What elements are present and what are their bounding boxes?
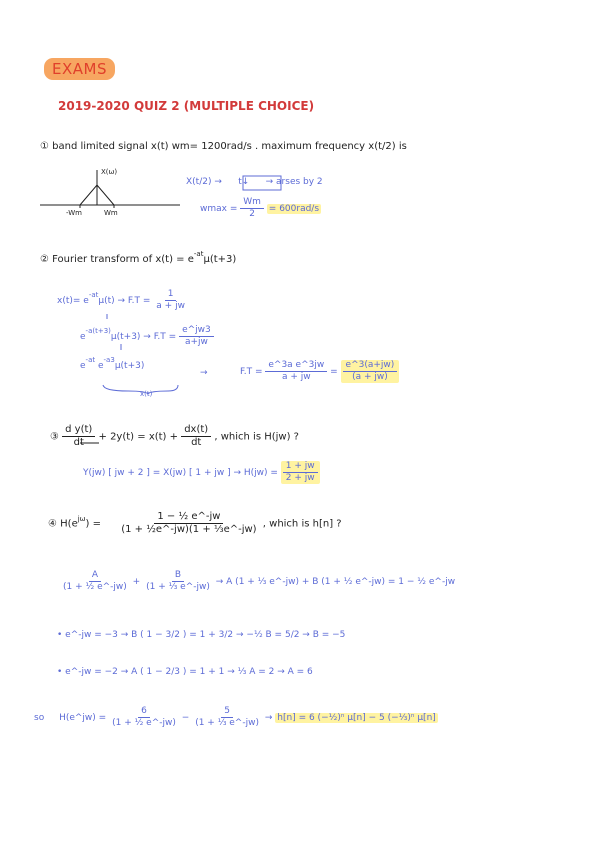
q2-row1: $x(t)= e^{-at}\mu(t) \to F.T$ = $\frac{1}{a + jw}$ <box>57 289 185 311</box>
q1-text: band limited signal x(t) wm= 1200rad/s . maximum frequency x(t/2) is <box>52 141 407 152</box>
q2-row3-arrow: → <box>200 368 208 378</box>
q4-answer: h[n] = 6 (−½)ⁿ μ[n] − 5 (−⅓)ⁿ μ[n] <box>277 712 436 723</box>
q2-row3-ft: F.T = $\frac{\text{e\textasciicircum{}3a e\textasciicircum{}3jw}}{a + jw}$ = $\frac{e\^{}3(a+jw)}{(a + jw)}$ <box>240 360 399 383</box>
q2-underbrace-label: x(t) <box>140 390 153 398</box>
q1-answer-line: wmax = $\frac{Wm}{2}$ = 600rad/s <box>200 197 320 219</box>
q4-final: so H(e^jw) = $\frac{6}{\text{(1 + ½ e\textasciicircum{}-jw)}}$ − $\frac{5}{\text{(1 + ⅓ e\textasciicircum{}-jw)}}$ → h[n] = 6 (−½)ⁿ μ[n] − 5 (−⅓)ⁿ μ[n] <box>34 706 436 728</box>
q1-axis-right: Wm <box>104 209 118 217</box>
q1-question <box>40 141 407 152</box>
page-title: 2019-2020 QUIZ 2 (MULTIPLE CHOICE) <box>58 99 315 113</box>
q1-axis-left: -Wm <box>66 209 82 217</box>
q1-graph-label: X(ω) <box>101 168 118 176</box>
q4-number: ④ <box>48 518 57 530</box>
q2-number: ② <box>40 254 49 265</box>
q4-b-line: • e^-jw = −3 → B ( 1 − 3/2 ) = 1 + 3/2 → −½ B = 5/2 → B = −5 <box>57 630 346 640</box>
q3-solution: Y(jw) [ jw + 2 ] = X(jw) [ 1 + jw ] → H(jw) = $\frac{1 + jw}{2 + jw}$ <box>83 461 320 484</box>
q3-question: ③ $\frac{\text{d y(t)}}{dt}$ + 2y(t) = x(t) + $\frac{dx(t)}{dt}$ , which is H(jw) ? <box>50 424 299 448</box>
q3-number: ③ <box>50 431 59 443</box>
q1-line1: X(t/2) → t↓ → arses by 2 <box>186 177 323 187</box>
section-header <box>44 59 115 78</box>
q4-a-line: • e^-jw = −2 → A ( 1 − 2/3 ) = 1 + 1 → ⅓ A = 2 → A = 6 <box>57 667 313 677</box>
q2-row3: $e^{-at}$ $e^{-a3}\mu(t+3)$ <box>80 356 145 371</box>
q3-answer: $\frac{1 + jw}{2 + jw}$ <box>281 461 320 484</box>
q4-question: ④ $H(e^{j\omega})$ = $\frac{\text{1 − ½ e\textasciicircum{}-jw}}{\text{(1 + ½e\textasciicircum{}-jw)(1 + ⅓e\textasciicircum{}-jw)}}$ , which is h[n] ? <box>48 511 342 535</box>
q4-partial-fractions: $\frac{A}{\text{(1 + ½ e\textasciicircum{}-jw)}}$ + $\frac{B}{\text{(1 + ⅓ e\textasciicircum{}-jw)}}$ → A (1 + ⅓ e^-jw) + B (1 + ½ e^-jw) = 1 − ½ e^-jw <box>63 570 456 592</box>
exams-badge: EXAMS <box>44 58 115 80</box>
q1-number: ① <box>40 141 49 152</box>
q2-answer: $\frac{e\^{}3(a+jw)}{(a + jw)}$ <box>341 360 400 383</box>
q2-question: ② Fourier transform of $x(t) = e^{-at}\mu(t+3)$ <box>40 250 237 265</box>
q2-row2: $e^{-a(t+3)}\mu(t+3) \to F.T$ = $\frac{e\^{}jw3}{a+jw}$ <box>80 325 214 348</box>
q1-answer: = 600rad/s <box>268 203 320 214</box>
